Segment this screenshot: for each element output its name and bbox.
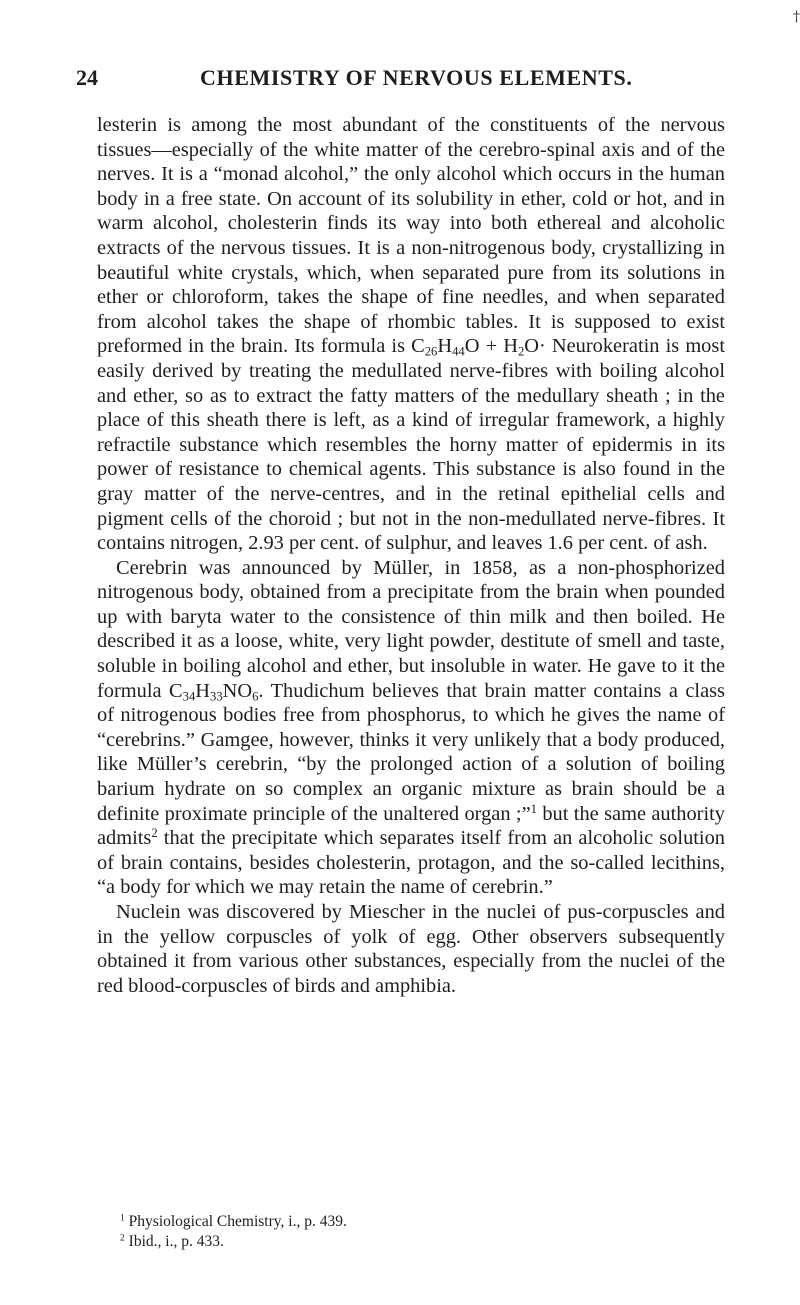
text-run: . Thudichum believes that brain matter contains a class of nitrogenous bodies free from phosphorus, to which he gives the name of “cerebrins.” Gamgee, however, thinks it very unlikely that a body produced, like Müller’s cerebrin, “by the prolonged action of a solution of boiling barium hydrate on so complex an organic mixture as brain should be a definite proximate principle of the unaltered organ ;”: [97, 679, 725, 825]
subscript: 2: [517, 344, 525, 359]
subscript: 6: [252, 689, 259, 704]
running-head: [76, 63, 736, 93]
paragraph-cholesterin-neurokeratin: [97, 113, 725, 556]
text-run: H: [195, 679, 210, 702]
paragraph-cerebrin: [97, 556, 725, 900]
footnote-marker: 2: [120, 1232, 125, 1244]
text-run: H: [437, 335, 453, 358]
body-text: [97, 113, 725, 998]
page-title: CHEMISTRY OF NERVOUS ELEMENTS.: [200, 65, 633, 90]
subscript: 33: [210, 689, 223, 704]
corner-mark: †: [793, 9, 800, 25]
subscript: 44: [452, 344, 465, 359]
text-run: O· Neurokeratin is most easily derived by treating the medullated nerve-fibres with boiling alcohol and ether, so as to extract the fatty matters of the medullary sheath ; in the place of this sheath there is left, as a kind of irregular framework, a highly refractile substance which resembles the horny matter of epidermis in its power of resistance to chemical agents. This substance is also found in the gray matter of the nerve-centres, and in the retinal epithelial cells and pigment cells of the choroid ; but not in the non-medullated nerve-fibres. It contains nitrogen, 2.93 per cent. of sulphur, and leaves 1.6 per cent. of ash.: [97, 335, 725, 555]
text-run: lesterin is among the most abundant of the constituents of the nervous tissues—especially of the white matter of the cerebro-spinal axis and of the nerves. It is a “monad alcohol,” the only alcohol which occurs in the human body in a free state. On account of its solubility in ether, cold or hot, and in warm alcohol, cholesterin finds its way into both ethereal and alcoholic extracts of the nervous tissues. It is a non-nitrogenous body, crystallizing in beautiful white crystals, which, when separated pure from its solutions in ether or chloroform, takes the shape of fine needles, and when separated from alcohol takes the shape of rhombic tables. It is supposed to exist preformed in the brain. Its formula is C: [97, 114, 725, 358]
footnote-ref-2[interactable]: 2: [151, 826, 158, 841]
text-run: Nuclein was discovered by Miescher in the nuclei of pus-corpuscles and in the yellow corpuscles of yolk of egg. Other observers subsequently obtained it from various other substances, especially from the nuclei of the red blood-corpuscles of birds and amphibia.: [97, 901, 725, 997]
footnote-text: Physiological Chemistry, i., p. 439.: [124, 1213, 347, 1230]
footnote-text: Ibid., i., p. 433.: [124, 1233, 224, 1250]
footnote-1: [120, 1212, 640, 1232]
text-run: that the precipitate which separates itself from an alcoholic solution of brain contains, besides cholesterin, protagon, and the so-called lecithins, “a body for which we may retain the name of cerebrin.”: [97, 827, 725, 899]
page-number: 24: [76, 65, 98, 90]
subscript: 34: [182, 689, 196, 704]
subscript: 26: [424, 344, 438, 359]
footnote-2: [120, 1232, 640, 1252]
paragraph-nuclein: [97, 900, 725, 998]
text-run: but the same authority admits: [97, 802, 725, 850]
text-run: NO: [222, 679, 253, 702]
text-run: O + H: [464, 335, 518, 358]
footnote-marker: 1: [120, 1212, 125, 1224]
footnotes: [120, 1212, 640, 1252]
footnote-ref-1[interactable]: 1: [530, 801, 537, 816]
text-run: Cerebrin was announced by Müller, in 1858, as a non-phosphorized nitrogenous body, obtained from a precipitate from the brain when pounded up with baryta water to the consistence of thin milk and then boiled. He described it as a loose, white, very light powder, destitute of smell and taste, soluble in boiling alcohol and ether, but insoluble in water. He gave to it the formula C: [97, 556, 725, 702]
